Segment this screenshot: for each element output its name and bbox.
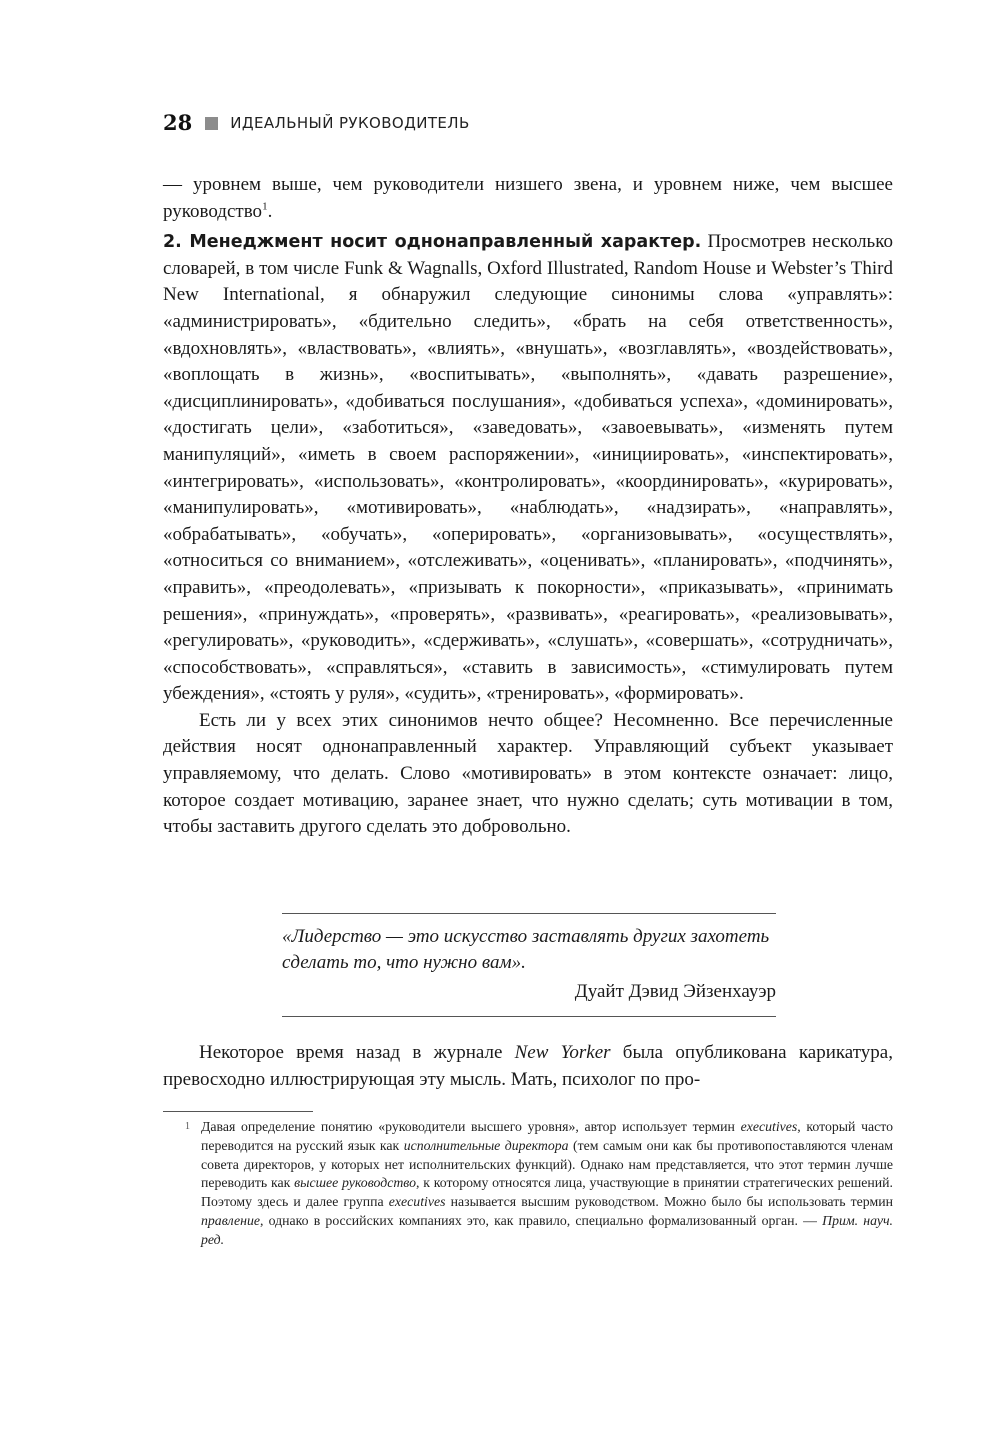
footnote-text (201, 1118, 893, 1250)
paragraph-synonyms-common: Есть ли у всех этих синонимов нечто общее? Несомненно. Все перечисленные действия носят однонаправленный характер. Управляющий субъект указывает управляемому, что делать. Слово «мотивировать» в этом контексте означает: лицо, которое создает мотивацию, заранее знает, что нужно сделать; суть мотивации в том, чтобы заставить другого сделать это добровольно. (163, 709, 893, 838)
para4-start: Некоторое время назад в журнале (199, 1042, 515, 1063)
page-header (163, 110, 470, 136)
footnote-reference[interactable]: 1 (262, 200, 268, 213)
intro-paragraph (163, 172, 893, 225)
footnote-segment: называется высшим руководством. Можно было бы использовать термин (445, 1194, 893, 1210)
running-title: ИДЕАЛЬНЫЙ РУКОВОДИТЕЛЬ (230, 114, 470, 132)
main-text (163, 172, 893, 841)
intro-text: — уровнем выше, чем руководители низшего звена, и уровнем ниже, чем высшее руководство (163, 174, 893, 222)
page-number: 28 (163, 110, 193, 135)
item2-paragraph (163, 229, 893, 708)
footnote-segment: , к которому относятся лица, участвующие в принятии стратегических решений. Поэтому здесь и далее группа (201, 1175, 893, 1210)
epigraph-quote (282, 913, 776, 1017)
footnote-marker: 1 (185, 1121, 190, 1132)
footnote-italic-term: исполнительные директора (403, 1137, 569, 1153)
footnote-segment: Давая определение понятию «руководители высшего уровня», автор использует термин (201, 1119, 741, 1134)
footnote-italic-term: executives (740, 1119, 798, 1134)
footnote (163, 1118, 893, 1250)
item2-heading: 2. Менеджмент носит однонаправленный характер. (163, 232, 702, 253)
footnote-segment: (тем самым они как бы противопоставляются членам совета директоров, у которых нет исполнительских функций). Однако нам представляется, что этот термин лучше переводить как (201, 1137, 893, 1191)
para4-end: была опубликована карикатура, превосходно иллюстрирующая эту мысль. Мать, психолог по про- (163, 1042, 893, 1090)
footnote-divider (163, 1111, 313, 1112)
footnote-editor-note: Прим. науч. ред. (201, 1212, 893, 1247)
magazine-name: New Yorker (514, 1042, 611, 1063)
main-text-continued (163, 1040, 893, 1093)
intro-end: . (267, 200, 273, 222)
item2-text: Просмотрев несколько словарей, в том числе Funk & Wagnalls, Oxford Illustrated, Random House и Webster’s Third New International, я обнаружил следующие синонимы слова «управлять»: «администрировать», «бдительно следить», «брать на себя ответственность», «вдохновлять», «властвовать», «влиять», «внушать», «возглавлять», «воздействовать», «воплощать в жизнь», «воспитывать», «выполнять», «давать разрешение», «дисциплинировать», «добиваться послушания», «добиваться успеха», «доминировать», «достигать цели», «заботиться», «заведовать», «завоевывать», «изменять путем манипуляций», «иметь в своем распоряжении», «инициировать», «инспектировать», «интегрировать», «использовать», «контролировать», «координировать», «курировать», «манипулировать», «мотивировать», «наблюдать», «надзирать», «направлять», «обрабатывать», «обучать», «оперировать», «организовывать», «осуществлять», «относиться со вниманием», «отслеживать», «оценивать», «планировать», «подчинять», «править», «преодолевать», «призывать к покорности», «приказывать», «принимать решения», «принуждать», «проверять», «развивать», «реагировать», «реализовывать», «регулировать», «руководить», «сдерживать», «слушать», «совершать», «сотрудничать», «способствовать», «справляться», «ставить в зависимость», «стимулировать путем убеждения», «стоять у руля», «судить», «тренировать», «формировать». (163, 231, 893, 705)
footnote-italic-term: executives (388, 1194, 446, 1210)
footnote-italic-term: правление (201, 1212, 261, 1228)
footnote-segment: , однако в российских компаниях это, как правило, специально формализованный орган. — (260, 1212, 823, 1228)
footnote-italic-term: высшее руководство (294, 1175, 416, 1191)
footnote-segment: , который часто переводится на русский язык как (201, 1119, 894, 1153)
paragraph-new-yorker (163, 1040, 893, 1093)
quote-author: Дуайт Дэвид Эйзенхауэр (574, 981, 776, 1002)
quote-text: «Лидерство — это искусство заставлять других захотеть сделать то, что нужно вам». (282, 926, 770, 973)
header-square-ornament (205, 117, 218, 130)
